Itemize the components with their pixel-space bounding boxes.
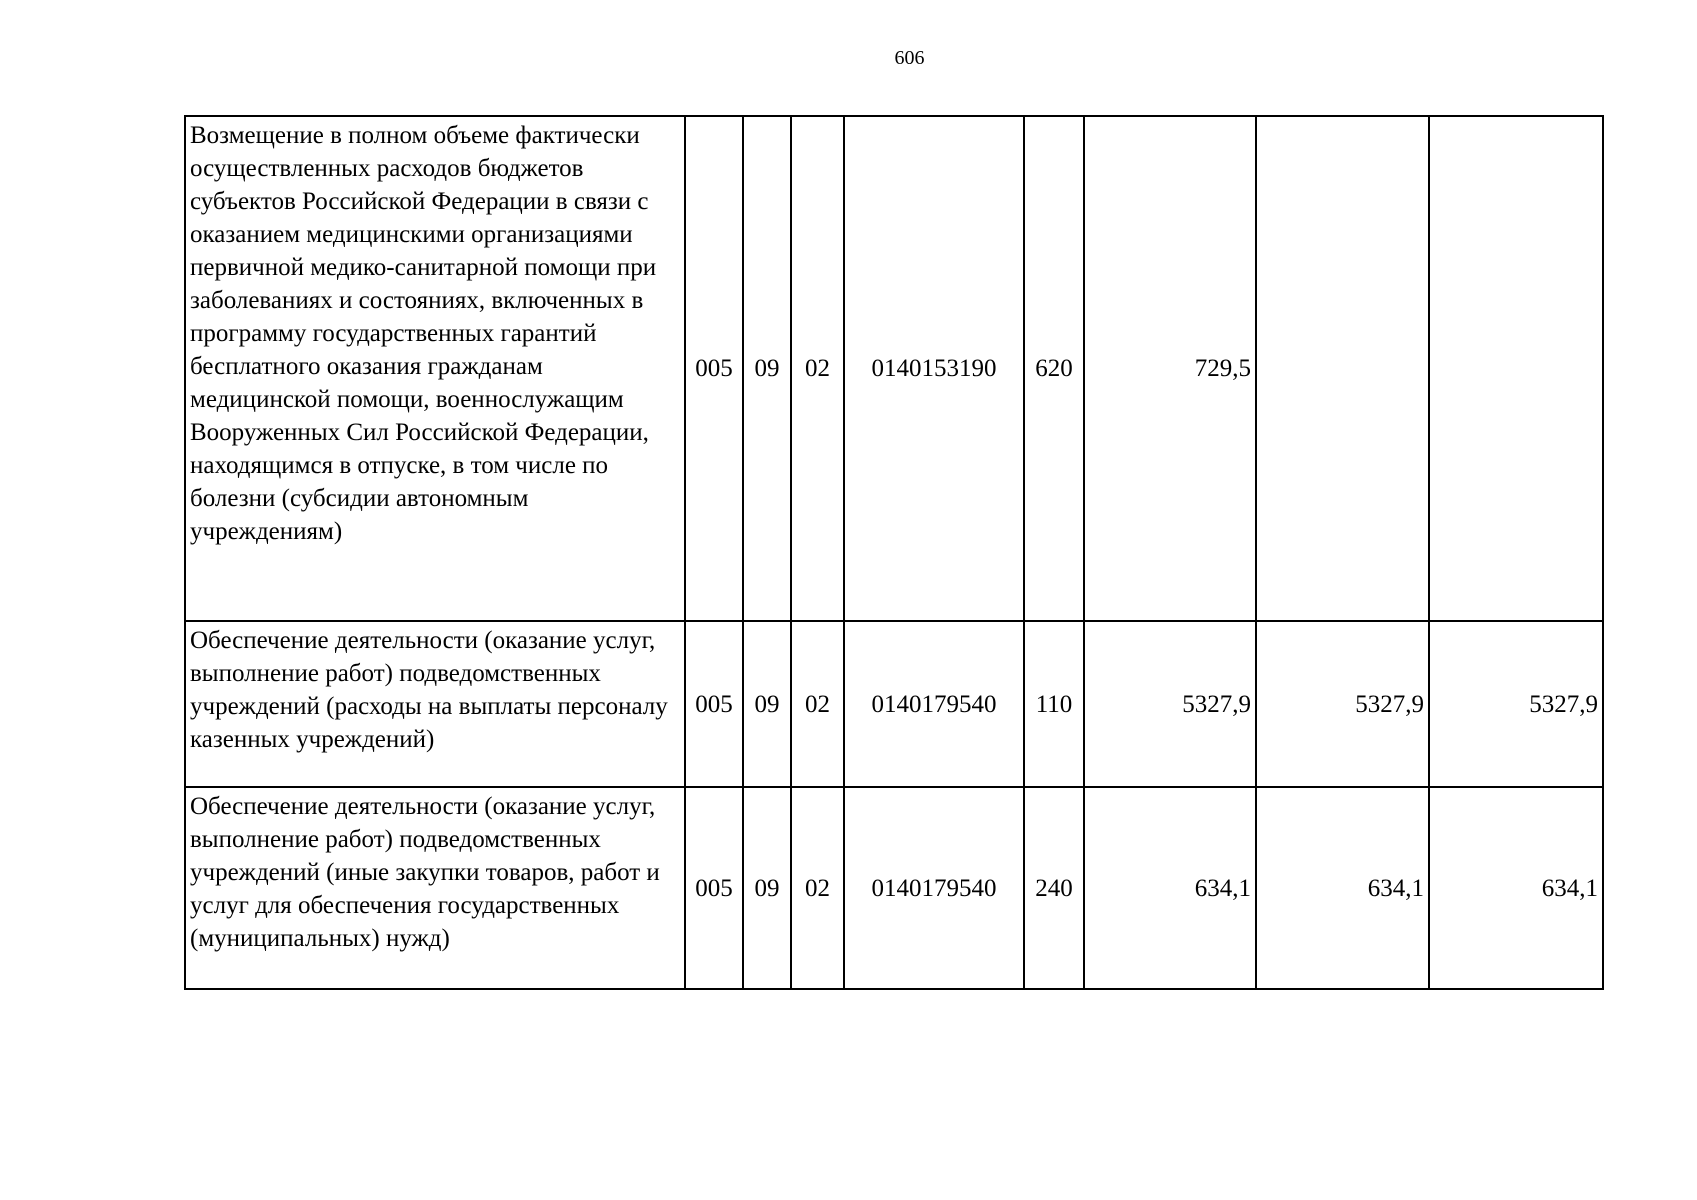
expense-type-cell: 110: [1024, 621, 1084, 787]
page-number: 606: [894, 47, 925, 69]
amount-2-cell: 5327,9: [1256, 621, 1429, 787]
subsection-code-cell: 02: [791, 116, 844, 621]
description-cell: Возмещение в полном объеме фактически осуществленных расходов бюджетов субъектов Российской Федерации в связи с оказанием медицинскими организациями первичной медико-санитарной помощи при заболеваниях и состояниях, включенных в программу государственных гарантий бесплатного оказания гражданам медицинской помощи, военнослужащим Вооруженных Сил Российской Федерации, находящимся в отпуске, в том числе по болезни (субсидии автономным учреждениям): [185, 116, 685, 621]
table-row: [185, 787, 1603, 989]
description-cell: Обеспечение деятельности (оказание услуг, выполнение работ) подведомственных учреждений (иные закупки товаров, работ и услуг для обеспечения государственных (муниципальных) нужд): [185, 787, 685, 989]
subsection-code-cell: 02: [791, 621, 844, 787]
amount-2-cell: [1256, 116, 1429, 621]
ministry-code-cell: 005: [685, 787, 743, 989]
expense-type-cell: 240: [1024, 787, 1084, 989]
amount-2-cell: 634,1: [1256, 787, 1429, 989]
amount-1-cell: 729,5: [1084, 116, 1256, 621]
target-article-cell: 0140179540: [844, 787, 1024, 989]
amount-1-cell: 5327,9: [1084, 621, 1256, 787]
ministry-code-cell: 005: [685, 621, 743, 787]
amount-3-cell: 634,1: [1429, 787, 1603, 989]
amount-1-cell: 634,1: [1084, 787, 1256, 989]
ministry-code-cell: 005: [685, 116, 743, 621]
budget-table: [184, 115, 1604, 990]
section-code-cell: 09: [743, 787, 791, 989]
table-row: [185, 621, 1603, 787]
target-article-cell: 0140179540: [844, 621, 1024, 787]
amount-3-cell: 5327,9: [1429, 621, 1603, 787]
expense-type-cell: 620: [1024, 116, 1084, 621]
subsection-code-cell: 02: [791, 787, 844, 989]
section-code-cell: 09: [743, 116, 791, 621]
target-article-cell: 0140153190: [844, 116, 1024, 621]
table-row: [185, 116, 1603, 621]
amount-3-cell: [1429, 116, 1603, 621]
description-cell: Обеспечение деятельности (оказание услуг, выполнение работ) подведомственных учреждений (расходы на выплаты персоналу казенных учреждений): [185, 621, 685, 787]
section-code-cell: 09: [743, 621, 791, 787]
